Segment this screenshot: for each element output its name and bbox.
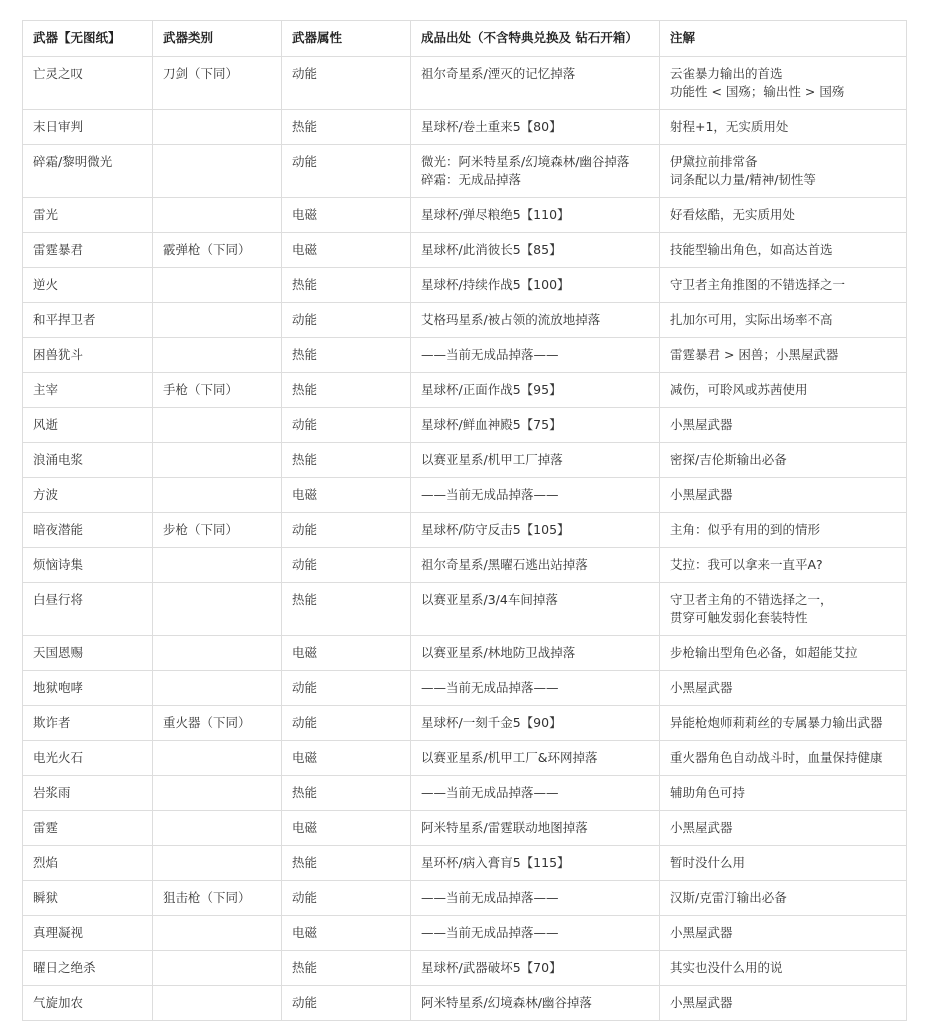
cell-category: [153, 811, 282, 846]
cell-source: 以赛亚星系/林地防卫战掉落: [411, 636, 660, 671]
cell-category: 刀剑（下同）: [153, 57, 282, 110]
header-category: 武器类别: [153, 21, 282, 57]
cell-weapon-name: 曜日之绝杀: [23, 951, 153, 986]
cell-attribute: 电磁: [282, 478, 411, 513]
cell-weapon-name: 雷霆暴君: [23, 233, 153, 268]
cell-category: [153, 408, 282, 443]
cell-source: 以赛亚星系/机甲工厂&环网掉落: [411, 741, 660, 776]
cell-attribute: 热能: [282, 268, 411, 303]
cell-category: [153, 268, 282, 303]
table-row: [23, 916, 907, 951]
cell-source: 阿米特星系/雷霆联动地图掉落: [411, 811, 660, 846]
table-row: [23, 636, 907, 671]
cell-category: [153, 776, 282, 811]
cell-note: 技能型输出角色，如高达首选: [660, 233, 907, 268]
cell-category: [153, 198, 282, 233]
cell-weapon-name: 风逝: [23, 408, 153, 443]
cell-note: 小黑屋武器: [660, 671, 907, 706]
header-weapon: 武器【无图纸】: [23, 21, 153, 57]
cell-weapon-name: 雷光: [23, 198, 153, 233]
cell-weapon-name: 碎霜/黎明微光: [23, 145, 153, 198]
header-source: 成品出处（不含特典兑换及 钻石开箱）: [411, 21, 660, 57]
table-row: [23, 548, 907, 583]
cell-note: 小黑屋武器: [660, 916, 907, 951]
cell-weapon-name: 瞬狱: [23, 881, 153, 916]
cell-source: ——当前无成品掉落——: [411, 916, 660, 951]
cell-attribute: 动能: [282, 548, 411, 583]
cell-attribute: 热能: [282, 110, 411, 145]
table-row: [23, 478, 907, 513]
cell-category: 重火器（下同）: [153, 706, 282, 741]
cell-category: [153, 548, 282, 583]
table-row: [23, 706, 907, 741]
table-header-row: [23, 21, 907, 57]
cell-attribute: 电磁: [282, 198, 411, 233]
cell-note: 雷霆暴君 > 困兽；小黑屋武器: [660, 338, 907, 373]
cell-note: 艾拉：我可以拿来一直平A?: [660, 548, 907, 583]
cell-source: 星球杯/弹尽粮绝5【110】: [411, 198, 660, 233]
table-row: [23, 881, 907, 916]
cell-note: 小黑屋武器: [660, 811, 907, 846]
cell-attribute: 热能: [282, 951, 411, 986]
cell-attribute: 动能: [282, 303, 411, 338]
cell-source: 微光：阿米特星系/幻境森林/幽谷掉落 碎霜：无成品掉落: [411, 145, 660, 198]
cell-weapon-name: 白昼行将: [23, 583, 153, 636]
cell-category: [153, 916, 282, 951]
cell-weapon-name: 岩浆雨: [23, 776, 153, 811]
cell-note: 其实也没什么用的说: [660, 951, 907, 986]
table-row: [23, 811, 907, 846]
table-row: [23, 583, 907, 636]
cell-category: [153, 303, 282, 338]
cell-category: [153, 338, 282, 373]
cell-attribute: 电磁: [282, 741, 411, 776]
cell-weapon-name: 电光火石: [23, 741, 153, 776]
cell-attribute: 动能: [282, 57, 411, 110]
cell-note: 伊黛拉前排常备 词条配以力量/精神/韧性等: [660, 145, 907, 198]
cell-source: 艾格玛星系/被占领的流放地掉落: [411, 303, 660, 338]
cell-note: 扎加尔可用，实际出场率不高: [660, 303, 907, 338]
table-row: [23, 303, 907, 338]
cell-attribute: 热能: [282, 338, 411, 373]
cell-weapon-name: 气旋加农: [23, 986, 153, 1021]
cell-weapon-name: 亡灵之叹: [23, 57, 153, 110]
table-row: [23, 443, 907, 478]
cell-note: 密探/吉伦斯输出必备: [660, 443, 907, 478]
table-row: [23, 671, 907, 706]
cell-category: [153, 986, 282, 1021]
cell-category: [153, 846, 282, 881]
cell-weapon-name: 和平捍卫者: [23, 303, 153, 338]
cell-note: 小黑屋武器: [660, 408, 907, 443]
table-row: [23, 986, 907, 1021]
table-row: [23, 846, 907, 881]
cell-category: 步枪（下同）: [153, 513, 282, 548]
cell-weapon-name: 暗夜潜能: [23, 513, 153, 548]
cell-note: 主角：似乎有用的到的情形: [660, 513, 907, 548]
cell-category: 手枪（下同）: [153, 373, 282, 408]
cell-source: 星球杯/一刻千金5【90】: [411, 706, 660, 741]
cell-attribute: 热能: [282, 443, 411, 478]
table-row: [23, 198, 907, 233]
header-note: 注解: [660, 21, 907, 57]
cell-source: ——当前无成品掉落——: [411, 478, 660, 513]
cell-category: [153, 671, 282, 706]
cell-attribute: 热能: [282, 846, 411, 881]
cell-source: 星环杯/病入膏肓5【115】: [411, 846, 660, 881]
cell-category: [153, 145, 282, 198]
cell-category: [153, 583, 282, 636]
cell-note: 重火器角色自动战斗时，血量保持健康: [660, 741, 907, 776]
cell-note: 云雀暴力输出的首选 功能性 < 国殇；输出性 > 国殇: [660, 57, 907, 110]
cell-source: 以赛亚星系/3/4车间掉落: [411, 583, 660, 636]
cell-note: 异能枪炮师莉莉丝的专属暴力输出武器: [660, 706, 907, 741]
header-attribute: 武器属性: [282, 21, 411, 57]
cell-source: 星球杯/持续作战5【100】: [411, 268, 660, 303]
cell-category: [153, 741, 282, 776]
cell-category: [153, 110, 282, 145]
cell-weapon-name: 逆火: [23, 268, 153, 303]
cell-note: 暂时没什么用: [660, 846, 907, 881]
cell-note: 守卫者主角推图的不错选择之一: [660, 268, 907, 303]
cell-source: ——当前无成品掉落——: [411, 881, 660, 916]
table-row: [23, 776, 907, 811]
table-row: [23, 338, 907, 373]
cell-category: [153, 478, 282, 513]
cell-attribute: 动能: [282, 513, 411, 548]
cell-source: 星球杯/此消彼长5【85】: [411, 233, 660, 268]
cell-note: 射程+1，无实质用处: [660, 110, 907, 145]
cell-weapon-name: 真理凝视: [23, 916, 153, 951]
cell-source: 祖尔奇星系/黑曜石逃出站掉落: [411, 548, 660, 583]
cell-weapon-name: 末日审判: [23, 110, 153, 145]
cell-note: 步枪输出型角色必备，如超能艾拉: [660, 636, 907, 671]
cell-category: 狙击枪（下同）: [153, 881, 282, 916]
cell-weapon-name: 方波: [23, 478, 153, 513]
cell-attribute: 动能: [282, 706, 411, 741]
cell-weapon-name: 欺诈者: [23, 706, 153, 741]
cell-source: 祖尔奇星系/湮灭的记忆掉落: [411, 57, 660, 110]
cell-source: 星球杯/卷土重来5【80】: [411, 110, 660, 145]
cell-note: 辅助角色可持: [660, 776, 907, 811]
cell-attribute: 电磁: [282, 233, 411, 268]
table-body: [23, 57, 907, 1021]
cell-source: 以赛亚星系/机甲工厂掉落: [411, 443, 660, 478]
cell-weapon-name: 天国恩赐: [23, 636, 153, 671]
cell-source: 星球杯/正面作战5【95】: [411, 373, 660, 408]
cell-category: 霰弹枪（下同）: [153, 233, 282, 268]
cell-attribute: 动能: [282, 986, 411, 1021]
table-row: [23, 951, 907, 986]
table-row: [23, 408, 907, 443]
cell-source: ——当前无成品掉落——: [411, 338, 660, 373]
cell-source: 星球杯/防守反击5【105】: [411, 513, 660, 548]
cell-note: 汉斯/克雷汀输出必备: [660, 881, 907, 916]
cell-attribute: 热能: [282, 373, 411, 408]
cell-note: 守卫者主角的不错选择之一， 贯穿可触发弱化套装特性: [660, 583, 907, 636]
cell-attribute: 热能: [282, 776, 411, 811]
cell-weapon-name: 地狱咆哮: [23, 671, 153, 706]
cell-weapon-name: 主宰: [23, 373, 153, 408]
cell-attribute: 动能: [282, 145, 411, 198]
cell-attribute: 电磁: [282, 916, 411, 951]
cell-note: 好看炫酷，无实质用处: [660, 198, 907, 233]
weapon-table-container: [22, 20, 906, 1021]
cell-source: ——当前无成品掉落——: [411, 776, 660, 811]
table-row: [23, 373, 907, 408]
table-row: [23, 145, 907, 198]
cell-source: 星球杯/鲜血神殿5【75】: [411, 408, 660, 443]
cell-weapon-name: 浪涌电浆: [23, 443, 153, 478]
cell-attribute: 电磁: [282, 636, 411, 671]
cell-category: [153, 443, 282, 478]
table-row: [23, 57, 907, 110]
cell-attribute: 动能: [282, 408, 411, 443]
cell-attribute: 动能: [282, 881, 411, 916]
cell-weapon-name: 烈焰: [23, 846, 153, 881]
weapon-table: [22, 20, 907, 1021]
cell-note: 小黑屋武器: [660, 478, 907, 513]
cell-source: 星球杯/武器破坏5【70】: [411, 951, 660, 986]
table-row: [23, 233, 907, 268]
cell-note: 小黑屋武器: [660, 986, 907, 1021]
cell-attribute: 热能: [282, 583, 411, 636]
cell-source: 阿米特星系/幻境森林/幽谷掉落: [411, 986, 660, 1021]
table-row: [23, 110, 907, 145]
cell-attribute: 动能: [282, 671, 411, 706]
table-row: [23, 513, 907, 548]
cell-weapon-name: 雷霆: [23, 811, 153, 846]
cell-weapon-name: 困兽犹斗: [23, 338, 153, 373]
table-row: [23, 741, 907, 776]
cell-attribute: 电磁: [282, 811, 411, 846]
cell-category: [153, 951, 282, 986]
cell-weapon-name: 烦恼诗集: [23, 548, 153, 583]
cell-note: 减伤，可聆风或苏茜使用: [660, 373, 907, 408]
cell-category: [153, 636, 282, 671]
cell-source: ——当前无成品掉落——: [411, 671, 660, 706]
table-row: [23, 268, 907, 303]
